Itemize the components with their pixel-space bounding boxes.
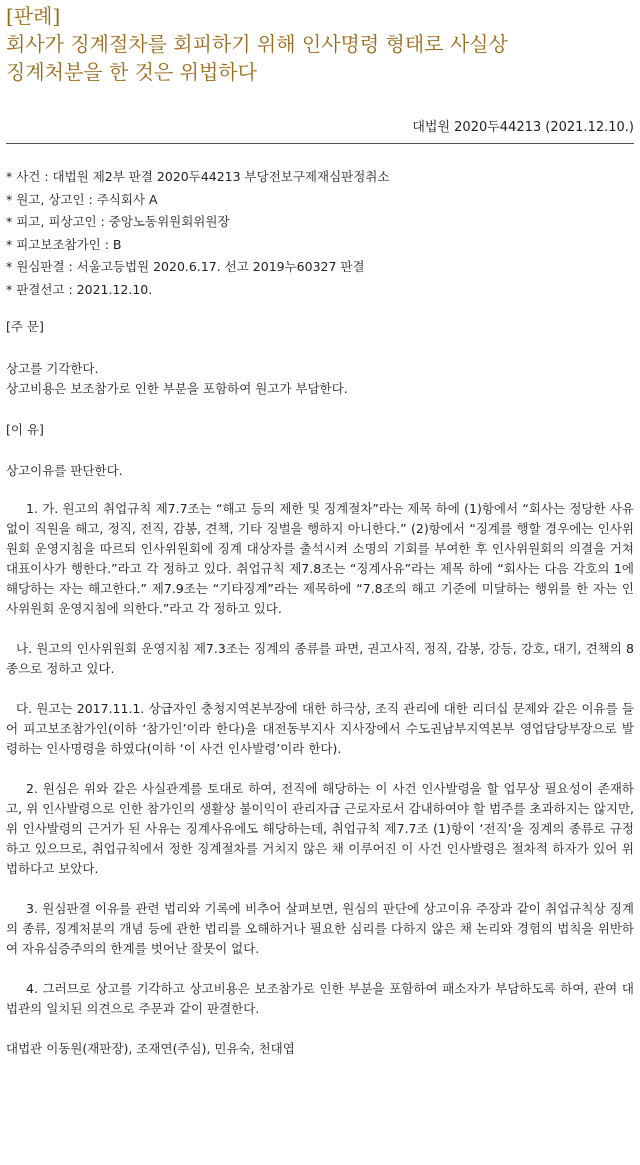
reason-paragraph-2: 2. 원심은 위와 같은 사실관계를 토대로 하여, 전직에 해당하는 이 사건 인사발령을 할 업무상 필요성이 존재하고, 위 인사발령으로 인한 참가인의 생활상 불이익이 관리자급 근로자로서 감내하여야 할 범주를 초과하지는 않지만, 위 인사발령의 근거가 된 사유는 징계사유에도 해당하는데, 취업규칙 제7.7조 (1)항이 ‘전직’을 징계의 종류로 규정하고 있으므로, 취업규칙에서 정한 징계절차를 거치지 않은 채 이루어진 이 사건 인사발령은 절차적 하자가 있어 위법하다고 보았다.: [6, 781, 634, 876]
title-line-2: 징계처분을 한 것은 위법하다: [6, 60, 257, 84]
judges-line: 대법관 이동원(재판장), 조재연(주심), 민유숙, 천대엽: [6, 1041, 295, 1056]
document-title: [6, 2, 634, 86]
meta-plaintiff: * 원고, 상고인 : 주식회사 A: [6, 191, 158, 207]
judgment-document: [6, 0, 634, 1059]
title-divider: [6, 143, 634, 144]
reason-paragraph-1c: 다. 원고는 2017.11.1. 상급자인 충청지역본부장에 대한 하극상, 조직 관리에 대한 리더십 문제와 같은 이유를 들어 피고보조참가인(이하 ‘참가인’이라 한다)을 대전동부지사 지사장에서 수도권남부지역본부 영업담당부장으로 발령하는 인사명령을 하였다(이하 ‘이 사건 인사발령’이라 한다).: [6, 701, 634, 756]
reason-paragraph-4: 4. 그러므로 상고를 기각하고 상고비용은 보조참가로 인한 부분을 포함하여 패소자가 부담하도록 하여, 관여 대법관의 일치된 의견으로 주문과 같이 판결한다.: [6, 981, 634, 1016]
meta-defendant: * 피고, 피상고인 : 중앙노동위원회위원장: [6, 214, 230, 229]
case-reference: 대법원 2020두44213 (2021.12.10.): [412, 120, 634, 135]
reason-paragraph-3: 3. 원심판결 이유를 관련 법리와 기록에 비추어 살펴보면, 원심의 판단에 상고이유 주장과 같이 취업규칙상 징계의 종류, 징계처분의 개념 등에 관한 법리를 오해하거나 필요한 심리를 다하지 않은 채 논리와 경험의 법칙을 위반하여 자유심증주의의 한계를 벗어난 잘못이 없다.: [6, 901, 634, 956]
title-line-1: 회사가 징계절차를 회피하기 위해 인사명령 형태로 사실상: [6, 32, 508, 56]
title-tag: [판례]: [6, 4, 61, 28]
case-meta-list: [6, 166, 634, 301]
order-line-2: 상고비용은 보조참가로 인한 부분을 포함하여 원고가 부담한다.: [6, 381, 348, 396]
meta-lower-court: * 원심판결 : 서울고등법원 2020.6.17. 선고 2019누60327 판결: [6, 259, 365, 274]
meta-intervenor: * 피고보조참가인 : B: [6, 236, 122, 252]
order-heading: [주 문]: [6, 319, 44, 334]
reason-intro: 상고이유를 판단한다.: [6, 463, 123, 478]
reason-heading: [이 유]: [6, 422, 44, 437]
reason-paragraph-1b: 나. 원고의 인사위원회 운영지침 제7.3조는 징계의 종류를 파면, 권고사직, 정직, 감봉, 강등, 강호, 대기, 견책의 8종으로 정하고 있다.: [6, 641, 634, 676]
meta-sentence-date: * 판결선고 : 2021.12.10.: [6, 281, 153, 297]
reason-paragraph-1a: 1. 가. 원고의 취업규칙 제7.7조는 “해고 등의 제한 및 징계절차”라는 제목 하에 (1)항에서 “회사는 정당한 사유없이 직원을 해고, 정직, 전직, 감봉, 견책, 기타 징벌을 행하지 아니한다.” (2)항에서 “징계를 행할 경우에는 인사위원회 운영지침을 따르되 인사위원회에 징계 대상자를 출석시켜 소명의 기회를 부여한 후 인사위원회의 의결을 거쳐 대표이사가 행한다.”라고 각 정하고 있다. 취업규칙 제7.8조는 “징계사유”라는 제목 하에 “회사는 다음 각호의 1에 해당하는 자는 해고한다.” 제7.9조는 “기타징계”라는 제목하에 “7.8조의 해고 기준에 미달하는 행위를 한 자는 인사위원회 운영지침에 의한다.”라고 각 정하고 있다.: [6, 501, 634, 616]
meta-case: * 사건 : 대법원 제2부 판결 2020두44213 부당전보구제재심판정취소: [6, 169, 390, 184]
order-line-1: 상고를 기각한다.: [6, 361, 99, 376]
